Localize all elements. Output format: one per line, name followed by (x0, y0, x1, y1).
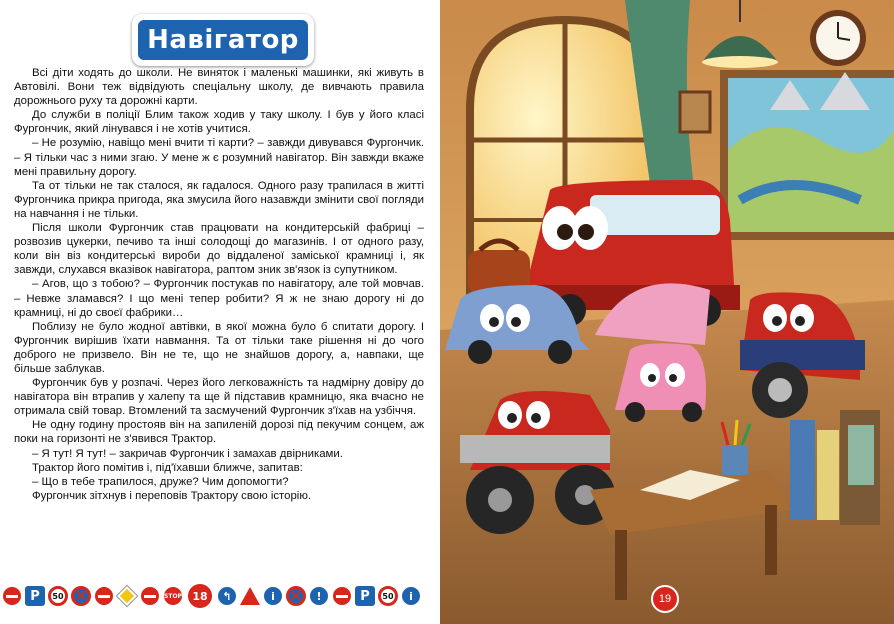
info-sign-icon: i (263, 586, 283, 606)
no-entry-sign-icon (94, 586, 114, 606)
paragraph: – Не розумію, навіщо мені вчити ті карти? – завжди дивувався Фургончик. – Я тільки час з ними згаю. У мене ж є розумний навігатор. Він завжди вкаже мені правильну дорогу. (14, 137, 424, 178)
speed-limit-sign-icon: 50 (48, 586, 68, 606)
paragraph: Поблизу не було жодної автівки, в якої можна було б спитати дорогу. І Фургончик вирішив їхати навмання. Та от тільки таке рішення ні до чого доброго не призвело. Він не те, що не знайшов дорогу, а, навпаки, ще більше заблукав. (14, 320, 424, 375)
page-number: 19 (651, 585, 679, 613)
page-title: Навігатор (147, 25, 299, 55)
no-stopping-sign-icon (286, 586, 306, 606)
road-sign-border (2, 582, 442, 610)
no-entry-sign-icon (140, 586, 160, 606)
paragraph: Фургончик був у розпачі. Через його легковажність та надмірну довіру до навігатора він втрапив у халепу та ще й підставив крамницю, яка вчасно не отримала свій товар. Втомлений та засмучений Фургончик з'їхав на узбіччя. (14, 377, 424, 418)
paragraph: – Я тут! Я тут! – закричав Фургончик і замахав двірниками. (32, 447, 343, 460)
no-entry-sign-icon (2, 586, 22, 606)
warning-sign-icon (240, 587, 260, 605)
paragraph: Після школи Фургончик став працювати на кондитерській фабриці – розвозив цукерки, печиво та інші солодощі до магазинів. І от одного разу, коли він віз кондитерські вироби до віддаленої заміської крамниці і, як завжди, слухався вказівок навігатора, раптом зник зв'язок із супутником. (14, 222, 424, 277)
parking-sign-icon: P (25, 586, 45, 606)
illustration-page (440, 0, 894, 624)
paragraph: Трактор його помітив і, під'їхавши ближче, запитав: (32, 461, 303, 474)
paragraph: Фургончик зітхнув і переповів Трактору свою історію. (32, 489, 312, 502)
parking-sign-icon: P (355, 586, 375, 606)
left-page (0, 0, 440, 624)
paragraph: До служби в поліції Блим також ходив у таку школу. І був у його класі Фургончик, який лінувався і не хотів учитися. (14, 109, 424, 136)
paragraph: Не одну годину простояв він на запиленій дорозі під пекучим сонцем, аж поки на горизонті не з'явився Трактор. (14, 419, 424, 446)
speed-limit-sign-icon: 50 (378, 586, 398, 606)
page-number: 18 (186, 582, 214, 610)
paragraph: Всі діти ходять до школи. Не виняток і маленькі машинки, які живуть в Автовілі. Вони теж відвідують спеціальну школу, де вивчають правила дорожнього руху та дорожні карти. (14, 67, 424, 108)
paragraph: – Агов, що з тобою? – Фургончик постукав по навігатору, але той мовчав. – Невже зламався? І що мені тепер робити? Я ж не знаю дорогу ні до крамниці, ні до своєї фабрики… (14, 278, 424, 319)
story-text (14, 66, 424, 503)
picture-frame (680, 92, 710, 132)
paragraph: – Що в тебе трапилося, друже? Чим допомогти? (32, 475, 289, 488)
arrow-sign-icon: ↰ (217, 586, 237, 606)
clock-icon (810, 10, 866, 66)
priority-road-sign-icon (117, 586, 137, 606)
classroom-cars-illustration (440, 0, 894, 624)
map-poster (720, 70, 894, 240)
paragraph: Та от тільки не так сталося, як гадалося. Одного разу трапилася в житті Фургончика прикра пригода, яка змусила його назавжди змінити свої погляди на навчання і не тільки. (14, 179, 424, 220)
info-sign-icon: ! (309, 586, 329, 606)
title-badge (132, 14, 314, 66)
stop-sign-icon: STOP (163, 586, 183, 606)
info-sign-icon: i (401, 586, 421, 606)
no-entry-sign-icon (332, 586, 352, 606)
no-stopping-sign-icon (71, 586, 91, 606)
title-sign (136, 18, 310, 62)
